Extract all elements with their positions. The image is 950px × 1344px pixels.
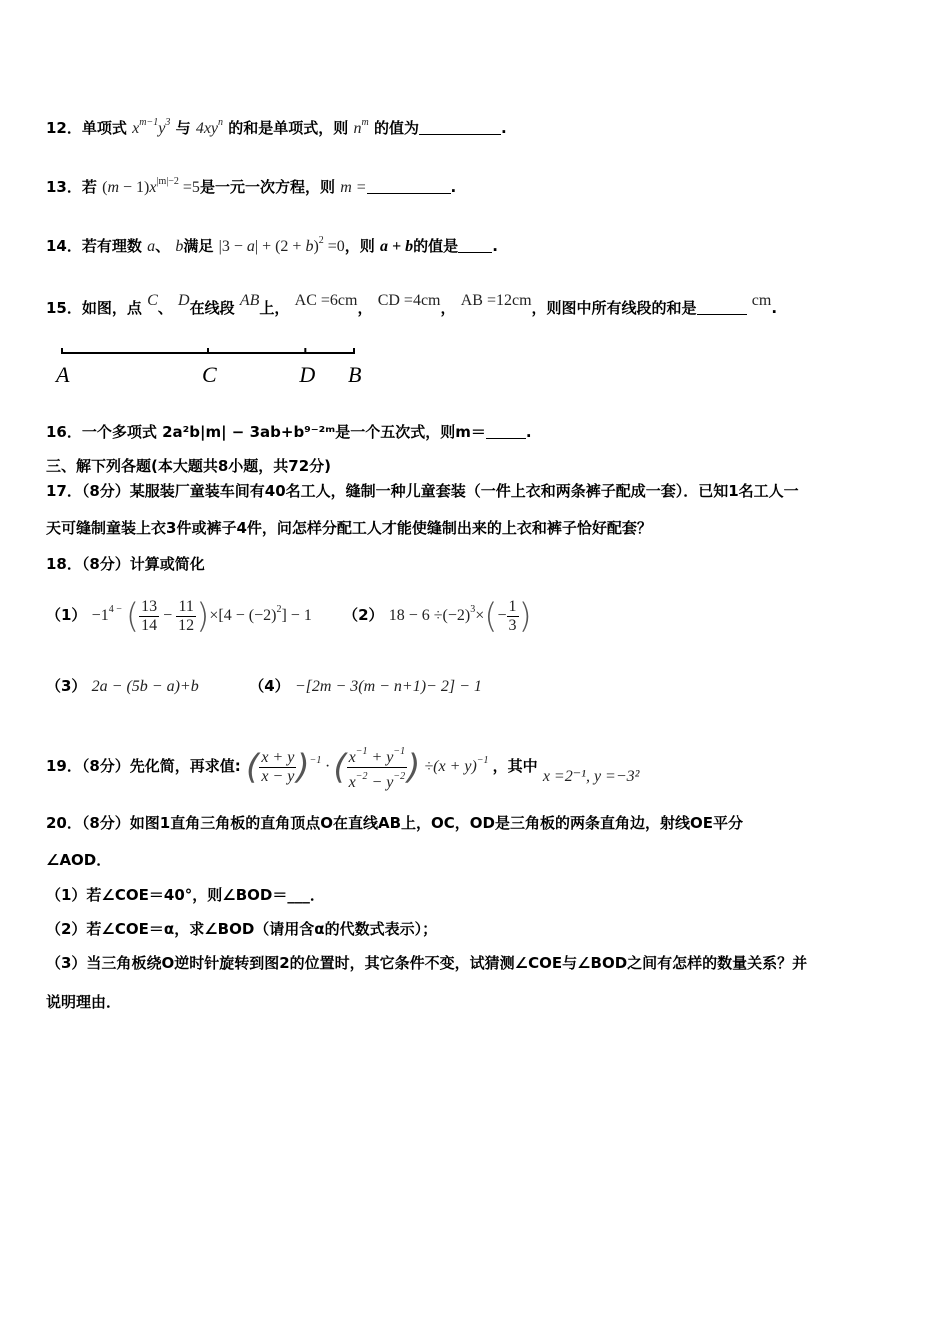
q12-text: . xyxy=(500,119,507,137)
q14-expr: a + b xyxy=(380,238,414,255)
q15-text: 如图，点 xyxy=(81,299,142,317)
q15-text: 上， xyxy=(259,299,290,317)
q15-text: 在线段 xyxy=(189,299,235,317)
question-20-sub3: （3）当三角板绕O逆时针旋转到图2的位置时，其它条件不变，试猜测∠COE与∠BOD之间有怎样的数量关系？并 xyxy=(46,954,808,972)
question-18-row2 xyxy=(46,676,482,697)
q14-text: . xyxy=(492,237,498,255)
q14-text: 满足 xyxy=(183,237,214,255)
q14-text: 、 xyxy=(155,237,171,255)
expr-4: −[2m − 3(m − n+1)− 2] − 1 xyxy=(294,678,482,695)
q16-var: m＝ xyxy=(455,423,486,441)
q13-var: m = xyxy=(340,179,367,196)
expr-2-term: 3 xyxy=(470,604,476,615)
part-label: （2） xyxy=(343,606,384,624)
q14-number: 14． xyxy=(46,237,82,255)
q15-number: 15． xyxy=(46,299,82,317)
section-title: 三、解下列各题(本大题共8小题，共72分) xyxy=(46,457,332,475)
q12-expr3: $n^m$ xyxy=(353,117,369,137)
expr-1-term: 2 xyxy=(276,604,282,615)
question-13 xyxy=(46,172,456,198)
question-18-title: 18．（8分）计算或简化 xyxy=(46,555,205,573)
q16-text: 一个多项式 xyxy=(81,423,157,441)
frac-den: 14 xyxy=(141,616,158,634)
expr-2: $18 - 6 \div(-2)^3\times(-$ $\frac{1}{3}$ ) xyxy=(388,596,532,637)
q19-title: 19．（8分）先化简，再求值: xyxy=(46,757,241,775)
q12-number: 12． xyxy=(46,119,82,137)
q16-polynomial: 2a²b|m| − 3ab+b⁹⁻²ᵐ xyxy=(162,423,336,441)
q14-var-a: a xyxy=(147,238,156,255)
answer-blank[interactable] xyxy=(697,300,747,315)
q15-text: ，则图中所有线段的和是 xyxy=(531,299,697,317)
q14-text: 若有理数 xyxy=(81,237,142,255)
answer-blank[interactable] xyxy=(486,424,526,439)
question-20-sub2: （2）若∠COE＝α，求∠BOD（请用含α的代数式表示）； xyxy=(46,920,438,938)
q12-text: 单项式 xyxy=(81,119,127,137)
q19-text: ，其中 xyxy=(492,757,538,775)
segment-label-A: A xyxy=(56,362,70,387)
q15-segment: AB xyxy=(239,292,260,309)
answer-blank[interactable] xyxy=(367,179,451,194)
q15-unit: cm xyxy=(751,292,772,309)
q13-text: 若 xyxy=(81,178,97,196)
q15-text: . xyxy=(771,299,778,317)
frac-num: 13 xyxy=(141,597,158,615)
frac-num: 1 xyxy=(508,597,517,615)
q12-text: 的和是单项式，则 xyxy=(228,119,349,137)
expr-1-term: 4 − xyxy=(108,604,122,615)
expr-1: $-1^{4 -}$ ( $\frac{13}{14}$ − $\frac{11}{12}$ )$\times[4 - (-2)^2] - 1$ xyxy=(91,596,312,637)
q14-text: 的值是 xyxy=(413,237,459,255)
q13-text: 是一元一次方程，则 xyxy=(199,178,335,196)
q14-text: ，则 xyxy=(344,237,375,255)
expr-2-term: × xyxy=(475,607,485,624)
q13-text: . xyxy=(450,178,457,196)
q12-text: 与 xyxy=(175,119,191,137)
q16-number: 16． xyxy=(46,423,82,441)
q16-text: . xyxy=(525,423,532,441)
question-19 xyxy=(46,737,639,801)
q15-ab: AB =12cm xyxy=(460,292,532,309)
question-17-line1: 17．（8分）某服装厂童装车间有40名工人，缝制一种儿童套装（一件上衣和两条裤子配成一套）．已知1名工人一 xyxy=(46,482,799,500)
question-20-sub1: （1）若∠COE＝40°，则∠BOD＝___． xyxy=(46,886,325,904)
q13-equation: $(m - 1)x^{|m|-2} =5$ xyxy=(102,176,200,196)
expr-3: 2a − (5b − a)+b xyxy=(91,678,199,695)
question-17-line2: 天可缝制童装上衣3件或裤子4件，问怎样分配工人才能使缝制出来的上衣和裤子恰好配套？ xyxy=(46,519,652,537)
q15-text: 、 xyxy=(157,299,173,317)
q15-point-c: C xyxy=(147,292,158,309)
expr-1-term: −1 xyxy=(91,607,109,624)
segment-figure xyxy=(40,340,370,390)
question-18-row1 xyxy=(46,588,532,638)
q15-ac: AC =6cm xyxy=(294,292,358,309)
part-label: （4） xyxy=(249,677,290,695)
part-label: （3） xyxy=(46,677,87,695)
question-20-line1: 20．（8分）如图1直角三角板的直角顶点O在直线AB上，OC，OD是三角板的两条直角边，射线OE平分 xyxy=(46,814,744,832)
q13-number: 13． xyxy=(46,178,82,196)
q15-point-d: D xyxy=(178,292,190,309)
q14-var-b: b xyxy=(175,238,184,255)
part-label: （1） xyxy=(46,606,87,624)
q15-cd: CD =4cm xyxy=(377,292,441,309)
question-15: 15．如图，点 C、 D在线段 AB上， AC =6cm， CD =4cm， AB =12cm，则图中所有线段的和是 cm. xyxy=(46,292,778,317)
question-16 xyxy=(46,422,532,442)
q14-equation: $|3 - a| + (2 + b)^2 =0$ xyxy=(218,235,345,255)
segment-label-B: B xyxy=(348,362,362,387)
expr-1-term: ×[4 − (−2) xyxy=(209,607,277,624)
question-20-sub3-cont: 说明理由． xyxy=(46,993,122,1011)
q12-expr1: $x^{m-1}y^3$ xyxy=(132,117,171,137)
frac-den: 3 xyxy=(508,616,517,634)
answer-blank[interactable] xyxy=(458,238,492,253)
expr-1-term: ] − 1 xyxy=(281,607,312,624)
q16-text: 是一个五次式，则 xyxy=(335,423,456,441)
q19-expression: ( $\frac{x + y}{x - y}$ )$^{-1}$ · ( $\frac{x^{-1} + y^{-1}}{x^{-2} - y^{-2}}$ ) $\div(x + y)^{-1}$ xyxy=(246,758,493,775)
q19-condition: x =2⁻¹, y =−3² xyxy=(542,768,640,785)
question-12 xyxy=(46,113,507,139)
question-14 xyxy=(46,231,498,257)
segment-label-D: D xyxy=(299,362,316,387)
q12-expr2: $4xy^n$ xyxy=(195,117,224,137)
expr-2-term: 18 − 6 ÷(−2) xyxy=(388,607,471,624)
answer-blank[interactable] xyxy=(419,120,501,135)
question-20-line2: ∠AOD． xyxy=(46,851,112,869)
segment-label-C: C xyxy=(202,362,217,387)
q12-text: 的值为 xyxy=(373,119,419,137)
frac-den: 12 xyxy=(178,616,195,634)
frac-num: 11 xyxy=(178,597,194,615)
